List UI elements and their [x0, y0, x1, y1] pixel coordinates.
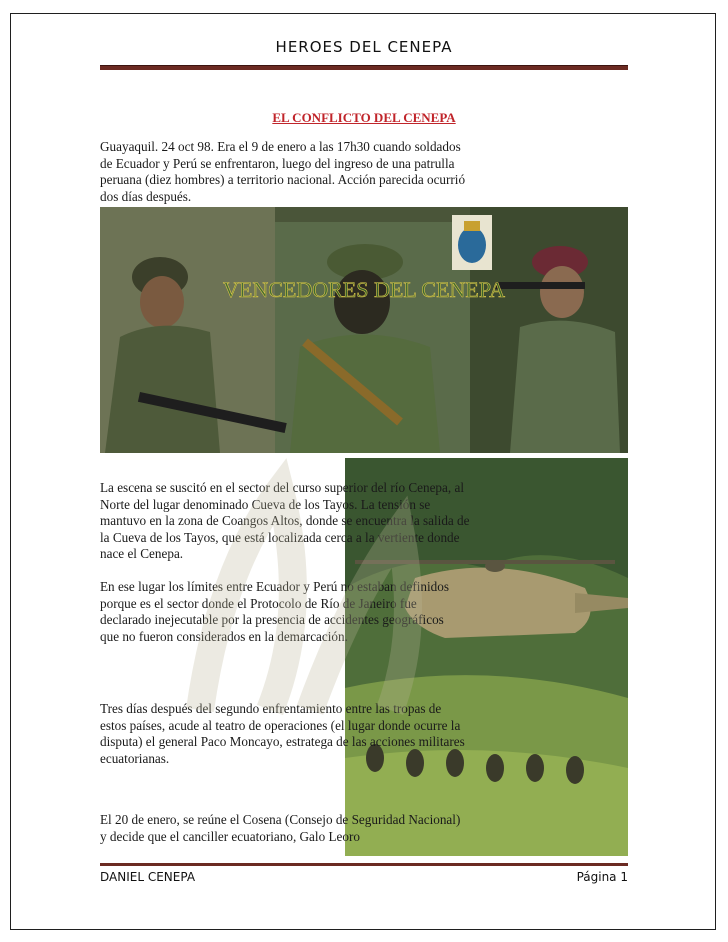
- footer-author: DANIEL CENEPA: [100, 870, 196, 884]
- article-title: EL CONFLICTO DEL CENEPA: [272, 110, 456, 125]
- footer-rule: [100, 863, 628, 866]
- paragraph-4: Tres días después del segundo enfrentamiento entre las tropas de estos países, acude al teatro de operaciones (el lugar donde ocurre la disputa) el general Paco Moncayo, estratega de las acciones militares ecuatorianas.: [100, 701, 465, 766]
- paragraph-2: La escena se suscitó en el sector del curso superior del río Cenepa, al Norte del lugar denominado Cueva de los Tayos. La tensión se mantuvo en la zona de Coangos Altos, donde se encuentra la salida de la Cueva de los Tayos, que está localizada cerca a la vertiente donde nace el Cenepa.: [100, 480, 470, 562]
- banner-text: VENCEDORES DEL CENEPA: [223, 277, 505, 302]
- paragraph-3: En ese lugar los límites entre Ecuador y Perú no estaban definidos porque es el sector donde el Protocolo de Río de Janeiro fue declarado inejecutable por la presencia de accidentes geográficos que no fueron considerados en la demarcación.: [100, 579, 450, 644]
- page-number: Página 1: [576, 870, 628, 884]
- paragraph-1: Guayaquil. 24 oct 98. Era el 9 de enero a las 17h30 cuando soldados de Ecuador y Perú se enfrentaron, luego del ingreso de una patrulla peruana (diez hombres) a territorio nacional. Acción parecida ocurrió dos días después.: [100, 139, 466, 204]
- header-rule: [100, 65, 628, 70]
- soldiers-photo: [100, 207, 628, 453]
- paragraph-5: El 20 de enero, se reúne el Cosena (Consejo de Seguridad Nacional) y decide que el canciller ecuatoriano, Galo Leoro: [100, 812, 461, 844]
- header-title: HEROES DEL CENEPA: [275, 38, 453, 56]
